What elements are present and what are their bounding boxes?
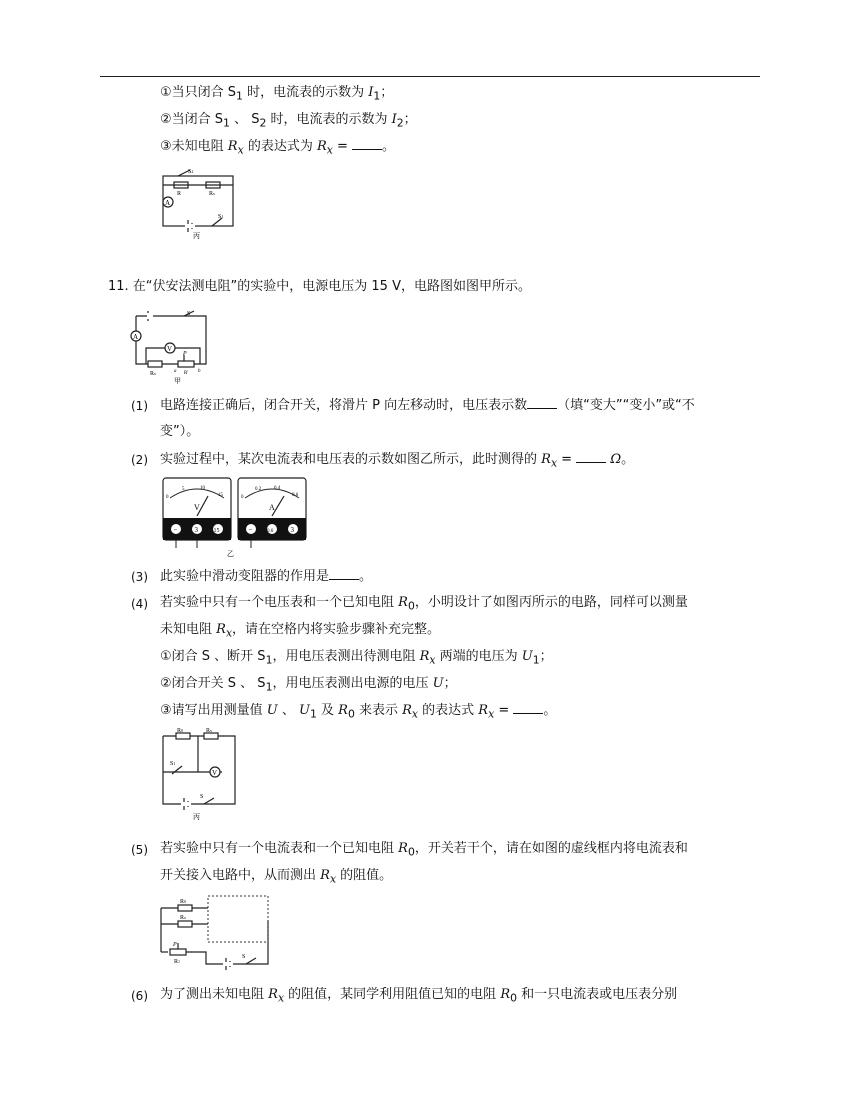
part-5-line-2: 开关接入电路中，从而测出 $R_x$ 的阻值。: [160, 868, 393, 886]
svg-text:R1: R1: [174, 959, 181, 965]
svg-text:P: P: [183, 351, 187, 357]
answer-blank[interactable]: [352, 137, 382, 150]
svg-text:S2: S2: [188, 169, 194, 175]
answer-blank[interactable]: [329, 567, 359, 580]
circuit-figure-jia: [130, 308, 212, 384]
svg-text:−: −: [173, 526, 178, 534]
svg-text:10: 10: [200, 486, 205, 491]
svg-text:S1: S1: [170, 761, 176, 767]
figure-label: 丙: [193, 813, 200, 821]
part-3-line: 此实验中滑动变阻器的作用是 。: [160, 569, 373, 584]
step-line-2: ②当闭合 $S_1$ 、 $S_2$ 时，电流表的示数为 $I_2$；: [160, 112, 417, 130]
part-1-line-2: 变”）。: [160, 424, 200, 439]
svg-text:5: 5: [182, 487, 185, 492]
answer-blank[interactable]: [576, 450, 606, 463]
svg-text:0.2: 0.2: [255, 487, 262, 492]
svg-text:P: P: [173, 942, 177, 948]
svg-text:15: 15: [218, 493, 223, 498]
svg-text:15: 15: [213, 528, 220, 534]
figure-label: 甲: [174, 377, 181, 385]
svg-text:0: 0: [241, 495, 244, 500]
svg-text:V: V: [167, 345, 173, 353]
svg-text:R': R': [184, 371, 189, 376]
step-line-3: ③未知电阻 $R_x$ 的表达式为 $R_x$ = 。: [160, 139, 396, 157]
circuit-figure-part5: [158, 892, 274, 972]
svg-text:R: R: [177, 191, 182, 197]
svg-text:3: 3: [194, 526, 198, 534]
svg-text:a: a: [174, 369, 177, 374]
svg-text:3: 3: [290, 526, 294, 534]
svg-text:Rx: Rx: [206, 728, 213, 734]
question-11-stem: 11. 在“伏安法测电阻”的实验中，电源电压为 15 V，电路图如图甲所示。: [108, 279, 531, 294]
part-6-line: 为了测出未知电阻 $R_x$ 的阻值，某同学利用阻值已知的电阻 $R_0$ 和一只电流表或电压表分别: [160, 987, 678, 1005]
figure-label: 乙: [227, 550, 234, 558]
svg-text:0.6: 0.6: [292, 493, 299, 498]
part-1-line-1: 电路连接正确后，闭合开关，将滑片 P 向左移动时，电压表示数 （填“变大”“变小”或“不: [160, 398, 695, 413]
part-number: (1): [131, 399, 148, 413]
dashed-answer-box[interactable]: [208, 896, 268, 942]
part-4-step-3: ③请写出用测量值 U 、 $U_1$ 及 $R_0$ 来表示 $R_x$ 的表达式 $R_x$ = 。: [160, 703, 557, 721]
svg-text:Rx: Rx: [180, 915, 187, 921]
svg-text:A: A: [133, 333, 139, 341]
part-number: (2): [131, 453, 148, 467]
ammeter-symbol: A: [165, 199, 171, 207]
svg-text:0: 0: [166, 495, 169, 500]
voltmeter-symbol: V: [194, 503, 200, 512]
part-4-line-1: 若实验中只有一个电压表和一个已知电阻 $R_0$，小明设计了如图丙所示的电路，同样可以测量: [160, 595, 688, 613]
answer-blank[interactable]: [527, 396, 557, 409]
ammeter: [238, 478, 306, 548]
figure-label: 丙: [193, 232, 200, 240]
svg-text:R0: R0: [180, 899, 187, 905]
step-line-1: ①当只闭合 $S_1$ 时，电流表的示数为 $I_1$；: [160, 85, 394, 103]
svg-text:S: S: [200, 794, 204, 800]
svg-text:S1: S1: [218, 214, 224, 220]
part-2-line: 实验过程中，某次电流表和电压表的示数如图乙所示，此时测得的 $R_x = \Omega$。: [160, 452, 635, 470]
svg-text:0.6: 0.6: [267, 529, 274, 534]
meters-figure-yi: [160, 476, 310, 558]
part-number: (5): [131, 843, 148, 857]
svg-text:b: b: [198, 369, 201, 374]
circuit-figure-bing-part4: [160, 728, 240, 822]
part-4-step-1: ①闭合 S 、断开 $S_1$，用电压表测出待测电阻 $R_x$ 两端的电压为 $U_1$；: [160, 649, 553, 667]
svg-text:S: S: [242, 954, 246, 960]
part-4-step-2: ②闭合开关 S 、 $S_1$，用电压表测出电源的电压 U；: [160, 676, 457, 694]
part-number: (3): [131, 570, 148, 584]
circuit-figure-bing-top: [160, 162, 240, 240]
svg-text:V: V: [212, 769, 218, 777]
part-number: (4): [131, 597, 148, 611]
svg-text:Rx: Rx: [150, 371, 157, 377]
svg-text:R0: R0: [177, 728, 184, 734]
ammeter-symbol: A: [269, 503, 275, 512]
svg-text:−: −: [248, 526, 253, 534]
voltmeter: [163, 478, 231, 548]
svg-text:Rx: Rx: [209, 191, 216, 197]
header-rule: [100, 76, 760, 77]
part-number: (6): [131, 989, 148, 1003]
svg-text:0.4: 0.4: [274, 486, 281, 491]
answer-blank[interactable]: [513, 701, 543, 714]
part-5-line-1: 若实验中只有一个电流表和一个已知电阻 $R_0$，开关若干个，请在如图的虚线框内将电流表和: [160, 841, 688, 859]
part-4-line-2: 未知电阻 $R_x$，请在空格内将实验步骤补充完整。: [160, 622, 441, 640]
svg-text:S: S: [187, 311, 191, 317]
